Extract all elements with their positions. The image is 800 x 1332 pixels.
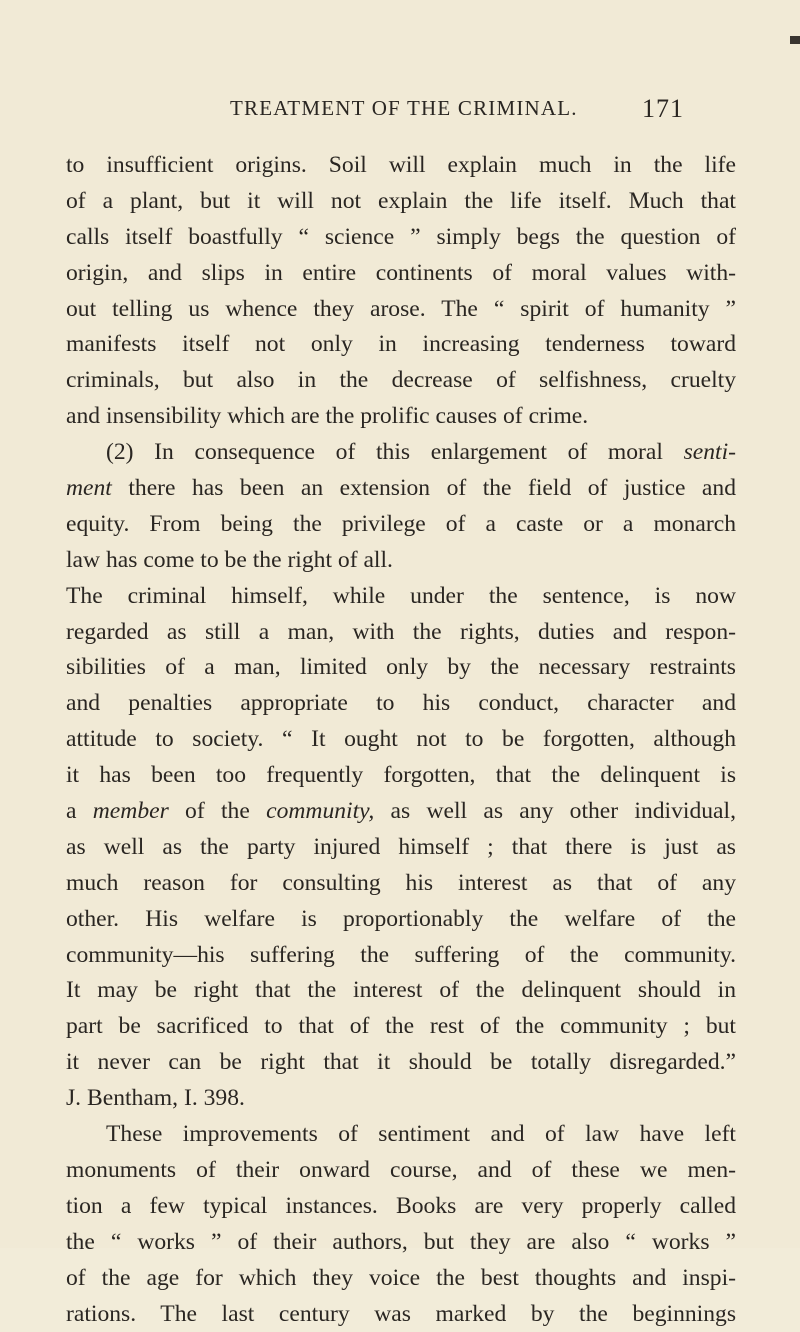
text-line: it has been too frequently forgotten, that the delinquent is [66,758,736,794]
text-line: The criminal himself, while under the sentence, is now [66,579,736,615]
text-line: ment there has been an extension of the field of justice and [66,471,736,507]
text-line: part be sacrificed to that of the rest of the community ; but [66,1009,736,1045]
text-line: of the age for which they voice the best thoughts and inspi- [66,1261,736,1297]
text-line: J. Bentham, I. 398. [66,1081,736,1117]
text-line: calls itself boastfully “ science ” simply begs the question of [66,220,736,256]
scan-edge-mark [790,36,800,44]
text-line: equity. From being the privilege of a caste or a monarch [66,507,736,543]
text-line: to insufficient origins. Soil will explain much in the life [66,148,736,184]
text-line: of a plant, but it will not explain the life itself. Much that [66,184,736,220]
text-line: (2) In consequence of this enlargement of moral senti- [66,435,736,471]
body-text [66,148,736,1332]
italic-text: ment [66,475,112,501]
text-line: out telling us whence they arose. The “ spirit of humanity ” [66,292,736,328]
running-header [230,96,700,132]
text-line: as well as the party injured himself ; that there is just as [66,830,736,866]
text-line: it never can be right that it should be totally disregarded.” [66,1045,736,1081]
text-line: regarded as still a man, with the rights, duties and respon- [66,615,736,651]
text-line: criminals, but also in the decrease of selfishness, cruelty [66,363,736,399]
italic-text: community, [266,798,374,824]
text-line: tion a few typical instances. Books are very properly called [66,1189,736,1225]
text-line: much reason for consulting his interest as that of any [66,866,736,902]
text-line: and insensibility which are the prolific causes of crime. [66,399,736,435]
text-line: origin, and slips in entire continents of moral values with- [66,256,736,292]
italic-text: senti- [684,439,736,465]
text-line: sibilities of a man, limited only by the necessary restraints [66,650,736,686]
page-number: 171 [642,94,684,124]
text-line: other. His welfare is proportionably the welfare of the [66,902,736,938]
text-line: It may be right that the interest of the delinquent should in [66,973,736,1009]
text-line: These improvements of sentiment and of law have left [66,1117,736,1153]
running-title: TREATMENT OF THE CRIMINAL. [230,96,578,121]
text-line: a member of the community, as well as any other individual, [66,794,736,830]
italic-text: member [93,798,169,824]
text-line: attitude to society. “ It ought not to be forgotten, although [66,722,736,758]
text-line: community—his suffering the suffering of the community. [66,938,736,974]
text-line: manifests itself not only in increasing tenderness toward [66,327,736,363]
text-line: law has come to be the right of all. [66,543,736,579]
text-line: the “ works ” of their authors, but they are also “ works ” [66,1225,736,1261]
text-line: monuments of their onward course, and of these we men- [66,1153,736,1189]
text-line: and penalties appropriate to his conduct, character and [66,686,736,722]
text-line: rations. The last century was marked by the beginnings [66,1297,736,1332]
